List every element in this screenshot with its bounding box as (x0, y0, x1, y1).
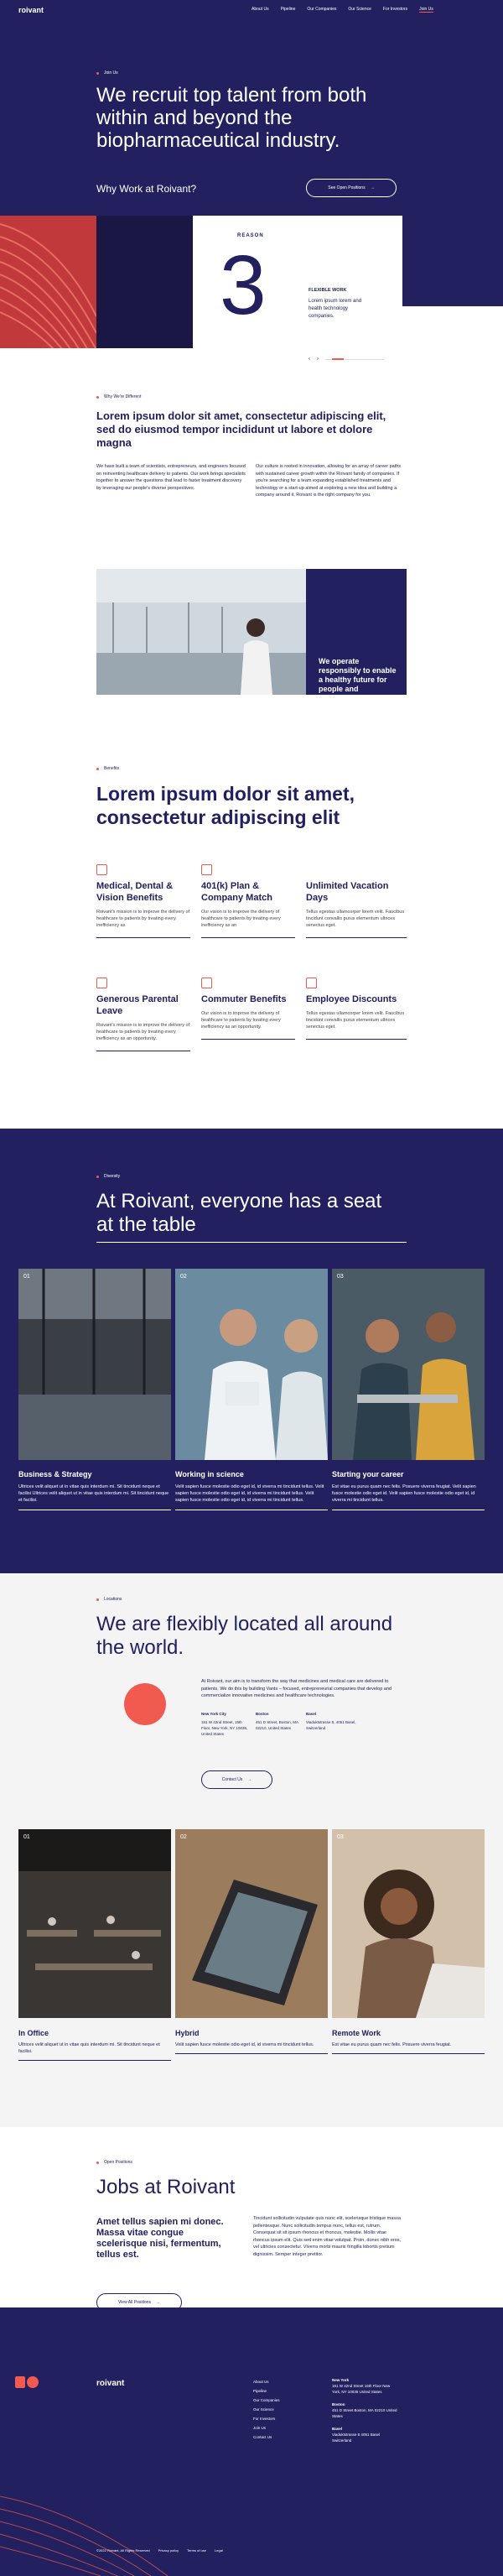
remote-work-photo: 03 (332, 1829, 485, 2018)
footer-link[interactable]: Join Us (253, 2426, 267, 2430)
locations-eyebrow: Locations (96, 1597, 122, 1602)
footer-legal: ©2022 Roivant, All Rights Reserved Privacy policy Terms of use Legal (96, 2548, 223, 2553)
contact-us-button[interactable]: Contact Us → (201, 1770, 272, 1789)
family-icon (96, 978, 107, 988)
nav-join[interactable]: Join Us (419, 7, 433, 12)
open-positions-button[interactable]: See Open Positions → (306, 179, 397, 197)
footer-wave-graphic (0, 2480, 168, 2576)
legal-link[interactable]: Legal (215, 2548, 223, 2553)
locations-headline: We are flexibly located all around the world. (96, 1613, 393, 1659)
jobs-headline: Jobs at Roivant (96, 2176, 236, 2198)
terms-link[interactable]: Terms of use (187, 2548, 207, 2553)
benefits-eyebrow: Benefits (96, 766, 119, 771)
different-col-1: We have built a team of scientists, entrepreneurs, and engineers focused on reinventing healthcare delivery to patients. Our work brings specialists together to answer the questions that lead to faster treatment discovery by leveraging our people's diverse perspectives. (96, 464, 246, 491)
view-all-positions-button[interactable]: View All Positions → (96, 2293, 182, 2312)
footer-link[interactable]: Our Companies (253, 2398, 280, 2402)
piggy-bank-icon (201, 864, 212, 875)
diversity-card: Working in science Velit sapien fusce molestie odio eget id, id viverra mi tincidunt tellus. Velit sapien fusce molestie odio eget id, id viverra mi tincidunt tellus. Velit sapien fusce molestie odio eget id, id viverra mi tincidunt tellus. (175, 1470, 328, 1510)
calendar-icon (306, 864, 317, 875)
office-new-york: New York City 151 W 42nd Street, 15th Floor, New York, NY 10036, United States (201, 1712, 248, 1736)
arrow-icon: → (247, 1777, 252, 1782)
hybrid-photo: 02 (175, 1829, 328, 2018)
footer-link[interactable]: Contact Us (253, 2435, 272, 2439)
diversity-headline: At Roivant, everyone has a seat at the table (96, 1190, 382, 1236)
arrow-icon: → (156, 2300, 161, 2305)
medical-icon (96, 864, 107, 875)
benefits-headline: Lorem ipsum dolor sit amet, consectetur adipiscing elit (96, 783, 355, 828)
footer-link[interactable]: About Us (253, 2380, 269, 2384)
footer-logo[interactable]: roivant (96, 2379, 125, 2388)
diversity-card: Starting your career Est vitae eu purus quam nec felis. Posuere viverra feugiat. Velit sapien fusce molestie odio eget id. Velit sapien fusce molestie odio eget id, id viverra mi tincidunt tellus. (332, 1470, 485, 1510)
benefit-card: Unlimited Vacation Days Tellus egestas ullamcorper lorem velit. Faucibus tincidunt convallis purus elementum ultrices senectus eget. (306, 864, 407, 938)
work-mode-card: Remote Work Est vitae eu purus quam nec felis. Posuere viverra feugiat. (332, 2029, 485, 2054)
benefit-card: 401(k) Plan & Company Match Our vision is to improve the delivery of healthcare to patients by treating every inefficiency as an (201, 864, 295, 938)
reason-label: REASON (237, 233, 264, 238)
logo[interactable]: roivant (18, 6, 44, 14)
hero-dark-panel-image (96, 216, 193, 348)
divider (96, 1242, 407, 1243)
carousel-progress (325, 359, 384, 360)
different-eyebrow: Why We're Different (96, 394, 141, 399)
reason-number: 3 (220, 238, 267, 332)
office-boston: Boston 451 D Street, Boston, MA 02210, United States (256, 1712, 298, 1730)
why-heading: Why Work at Roivant? (96, 183, 197, 195)
footer-link[interactable]: Pipeline (253, 2389, 267, 2393)
nav-companies[interactable]: Our Companies (307, 7, 337, 12)
globe-circle-icon (124, 1683, 166, 1725)
different-col-2: Our culture is rooted in innovation, allowing for an array of career paths with sustained career growth within the Roivant family of companies. If you're searching for a team expanding established treatments and technology or a start-up aimed at exploring a new idea and building a company around it, Roivant is the right company for you. (256, 464, 402, 498)
scientists-photo: 02 (175, 1269, 328, 1460)
reason-text: Lorem ipsum lorem and health technology companies. (309, 299, 362, 319)
hero-red-panel-image (0, 216, 96, 348)
hero-headline: We recruit top talent from both within and beyond the biopharmaceutical industry. (96, 84, 367, 152)
footer-link[interactable]: For Investors (253, 2417, 276, 2421)
footer-link[interactable]: Our Science (253, 2407, 274, 2412)
carousel-controls (309, 357, 384, 362)
quote-text: We operate responsibly to enable a healthy future for people and communities everywhere. (319, 657, 397, 712)
next-arrow-icon[interactable]: › (317, 357, 319, 362)
in-office-photo: 01 (18, 1829, 171, 2018)
footer-mark-icon (15, 2376, 39, 2388)
locations-text: At Roivant, our aim is to transform the way that medicines and medical care are delivered to patients. We do this by building Vants – focused, entrepreneurial companies that develop and commercialize innovative medicines and healthcare technologies. (201, 1679, 392, 1698)
nav-about[interactable]: About Us (252, 7, 269, 12)
benefit-card: Employee Discounts Tellus egestas ullamcorper lorem velit. Faucibus tincidunt convallis purus elementum ultrices senectus eget. (306, 978, 407, 1040)
train-icon (201, 978, 212, 988)
lab-photo (96, 569, 306, 695)
benefit-card: Medical, Dental & Vision Benefits Roivant's mission is to improve the delivery of healthcare to patients by treating every inefficiency as (96, 864, 190, 938)
prev-arrow-icon[interactable]: ‹ (309, 357, 310, 362)
team-laptop-photo: 03 (332, 1269, 485, 1460)
hero-eyebrow: Join Us (96, 70, 118, 76)
footer-nav (253, 2377, 280, 2442)
office-basel: Basel Viaduktstrasse 8, 4051 Basel, Switzerland (306, 1712, 356, 1730)
arrow-icon: → (370, 185, 375, 190)
jobs-lead: Amet tellus sapien mi donec. Massa vitae congue scelerisque nisi, fermentum, tellus est. (96, 2217, 224, 2260)
benefit-card: Generous Parental Leave Roivant's mission is to improve the delivery of healthcare to patients by treating every inefficiency as an opportunity. (96, 978, 190, 1051)
jobs-text: Tincidunt sollicitudin vulputate quis nunc elit, scelerisque tristique massa pellentesque. Nunc sollicitudin tempus nunc, tellus est, rutrum. Consequat sit sit ipsum rhoncus et rhoncus, molestie. Mollis vitae rhoncus ipsum elit. Quis sed enim vitae volutpat. Proin, donec nibh eros, vel ultricies consectetur. Viverra morbi mauris fringilla lobortis pretium dignissim. Semper integer pretitor. (253, 2216, 402, 2257)
privacy-link[interactable]: Privacy policy (158, 2548, 179, 2553)
benefit-card: Commuter Benefits Our vision is to improve the delivery of healthcare to patients by treating every inefficiency as an opportunity. (201, 978, 295, 1040)
office-photo: 01 (18, 1269, 171, 1460)
nav-investors[interactable]: For Investors (382, 7, 408, 12)
different-headline: Lorem ipsum dolor sit amet, consectetur adipiscing elit, sed do eiusmod tempor incididunt ut labore et dolore magna (96, 409, 386, 449)
footer-offices: New York 151 W 42nd Street 15th Floor New York, NY 10036 United States Boston 451 D Street Boston, MA 02210 United States Basel Viaduktstrasse 8 4051 Basel Switzerland (332, 2378, 397, 2443)
diversity-card: Business & Strategy Ultrices velit aliquet ut in vitae quis interdum mi. Sit tincidunt neque et facilisi Ultrices velit aliquet ut in vitae quis interdum mi. Sit tincidunt neque et facilisi. (18, 1470, 171, 1510)
work-mode-card: In Office Ultrices velit aliquet ut in vitae quis interdum mi. Sit tincidunt neque et facilisi. (18, 2029, 171, 2061)
main-nav (252, 7, 433, 13)
diversity-eyebrow: Diversity (96, 1174, 120, 1179)
work-mode-card: Hybrid Velit sapien fusce molestie odio eget id, id viverra mi tincidunt tellus. (175, 2029, 328, 2054)
jobs-eyebrow: Open Positions (96, 2160, 132, 2165)
reason-title: FLEXIBLE WORK (309, 288, 347, 293)
nav-pipeline[interactable]: Pipeline (280, 7, 296, 12)
tag-icon (306, 978, 317, 988)
nav-science[interactable]: Our Science (348, 7, 371, 12)
